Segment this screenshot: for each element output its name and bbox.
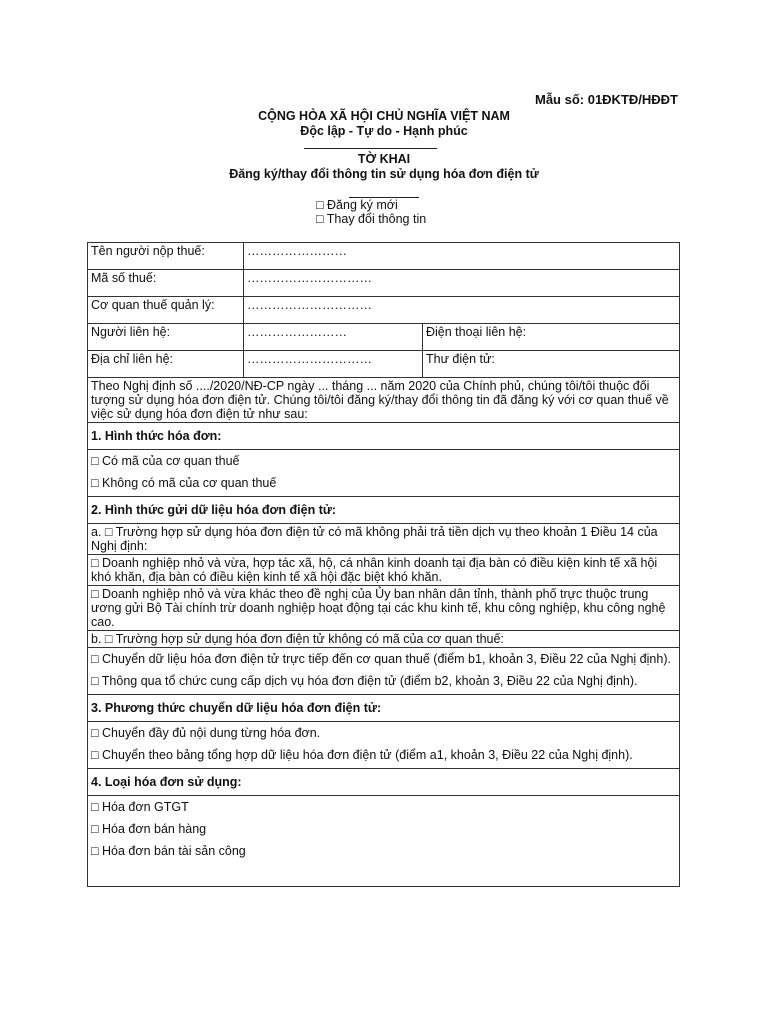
contact-address-label: Địa chỉ liên hệ: (88, 351, 244, 378)
tax-authority-label: Cơ quan thuế quản lý: (88, 297, 244, 324)
tax-code-field[interactable]: ………………………… (244, 270, 680, 297)
taxpayer-name-field[interactable]: …………………… (244, 243, 680, 270)
section-2a-item-1[interactable]: □ Doanh nghiệp nhỏ và vừa, hợp tác xã, hộ, cá nhân kinh doanh tại địa bàn có điều kiện kinh tế xã hội khó khăn, địa bàn có điều kiện kinh tế xã hội đặc biệt khó khăn. (88, 555, 680, 586)
section-1-title: 1. Hình thức hóa đơn: (88, 423, 680, 450)
intro-text: Theo Nghị định số ..../2020/NĐ-CP ngày ... tháng ... năm 2020 của Chính phủ, chúng tôi/tôi thuộc đối tượng sử dụng hóa đơn điện tử. Chúng tôi/tôi đăng ký/thay đổi thông tin đã đăng ký với cơ quan thuế về việc sử dụng hóa đơn điện tử như sau: (88, 378, 680, 423)
option-register-new[interactable]: □ Đăng ký mới (316, 198, 398, 212)
bottom-spacer (91, 863, 676, 885)
option-full-content[interactable]: □ Chuyển đầy đủ nội dung từng hóa đơn. (91, 726, 321, 740)
option-via-provider[interactable]: □ Thông qua tổ chức cung cấp dịch vụ hóa đơn điện tử (điểm b2, khoản 3, Điều 22 của Nghị định). (91, 674, 638, 688)
option-without-tax-code[interactable]: □ Không có mã của cơ quan thuế (91, 476, 277, 490)
document-subtitle: Đăng ký/thay đổi thông tin sử dụng hóa đơn điện tử (229, 167, 539, 181)
registration-form-table (87, 242, 680, 887)
tax-code-label: Mã số thuế: (88, 270, 244, 297)
contact-email-field[interactable]: Thư điện tử: (423, 351, 680, 378)
option-change-info[interactable]: □ Thay đổi thông tin (316, 212, 427, 226)
section-2a-item-2[interactable]: □ Doanh nghiệp nhỏ và vừa khác theo đề nghị của Ủy ban nhân dân tỉnh, thành phố trực thuộc trung ương gửi Bộ Tài chính trừ doanh nghiệp hoạt động tại các khu kinh tế, khu công nghiệp, khu công nghệ cao. (88, 586, 680, 631)
form-code: Mẫu số: 01ĐKTĐ/HĐĐT (534, 92, 678, 107)
option-direct-transfer[interactable]: □ Chuyển dữ liệu hóa đơn điện tử trực tiếp đến cơ quan thuế (điểm b1, khoản 3, Điều 22 của Nghị định). (91, 652, 671, 666)
section-2-title: 2. Hình thức gửi dữ liệu hóa đơn điện tử: (88, 497, 680, 524)
option-sales-invoice[interactable]: □ Hóa đơn bán hàng (91, 822, 207, 836)
option-with-tax-code[interactable]: □ Có mã của cơ quan thuế (91, 454, 240, 468)
motto: Độc lập - Tự do - Hạnh phúc (300, 124, 468, 138)
section-2b-options (88, 648, 680, 695)
section-3-title: 3. Phương thức chuyển dữ liệu hóa đơn điện tử: (88, 695, 680, 722)
section-2b-option[interactable]: b. □ Trường hợp sử dụng hóa đơn điện tử không có mã của cơ quan thuế: (88, 631, 680, 648)
contact-person-field[interactable]: …………………… (244, 324, 423, 351)
contact-person-label: Người liên hệ: (88, 324, 244, 351)
option-public-asset-invoice[interactable]: □ Hóa đơn bán tài sản công (91, 844, 246, 858)
section-4-options (88, 796, 680, 887)
motto-underline (304, 148, 437, 149)
nation-title: CỘNG HÒA XÃ HỘI CHỦ NGHĨA VIỆT NAM (258, 109, 510, 123)
taxpayer-name-label: Tên người nộp thuế: (88, 243, 244, 270)
tax-authority-field[interactable]: ………………………… (244, 297, 680, 324)
option-summary-table[interactable]: □ Chuyển theo bảng tổng hợp dữ liệu hóa đơn điện tử (điểm a1, khoản 3, Điều 22 của Nghị định). (91, 748, 633, 762)
document-title: TỜ KHAI (357, 152, 411, 166)
section-2a-option[interactable]: a. □ Trường hợp sử dụng hóa đơn điện tử có mã không phải trả tiền dịch vụ theo khoản 1 Điều 14 của Nghị định: (88, 524, 680, 555)
contact-phone-field[interactable]: Điện thoại liên hệ: (423, 324, 680, 351)
contact-address-field[interactable]: ………………………… (244, 351, 423, 378)
option-vat-invoice[interactable]: □ Hóa đơn GTGT (91, 800, 189, 814)
section-1-options (88, 450, 680, 497)
section-3-options (88, 722, 680, 769)
section-4-title: 4. Loại hóa đơn sử dụng: (88, 769, 680, 796)
